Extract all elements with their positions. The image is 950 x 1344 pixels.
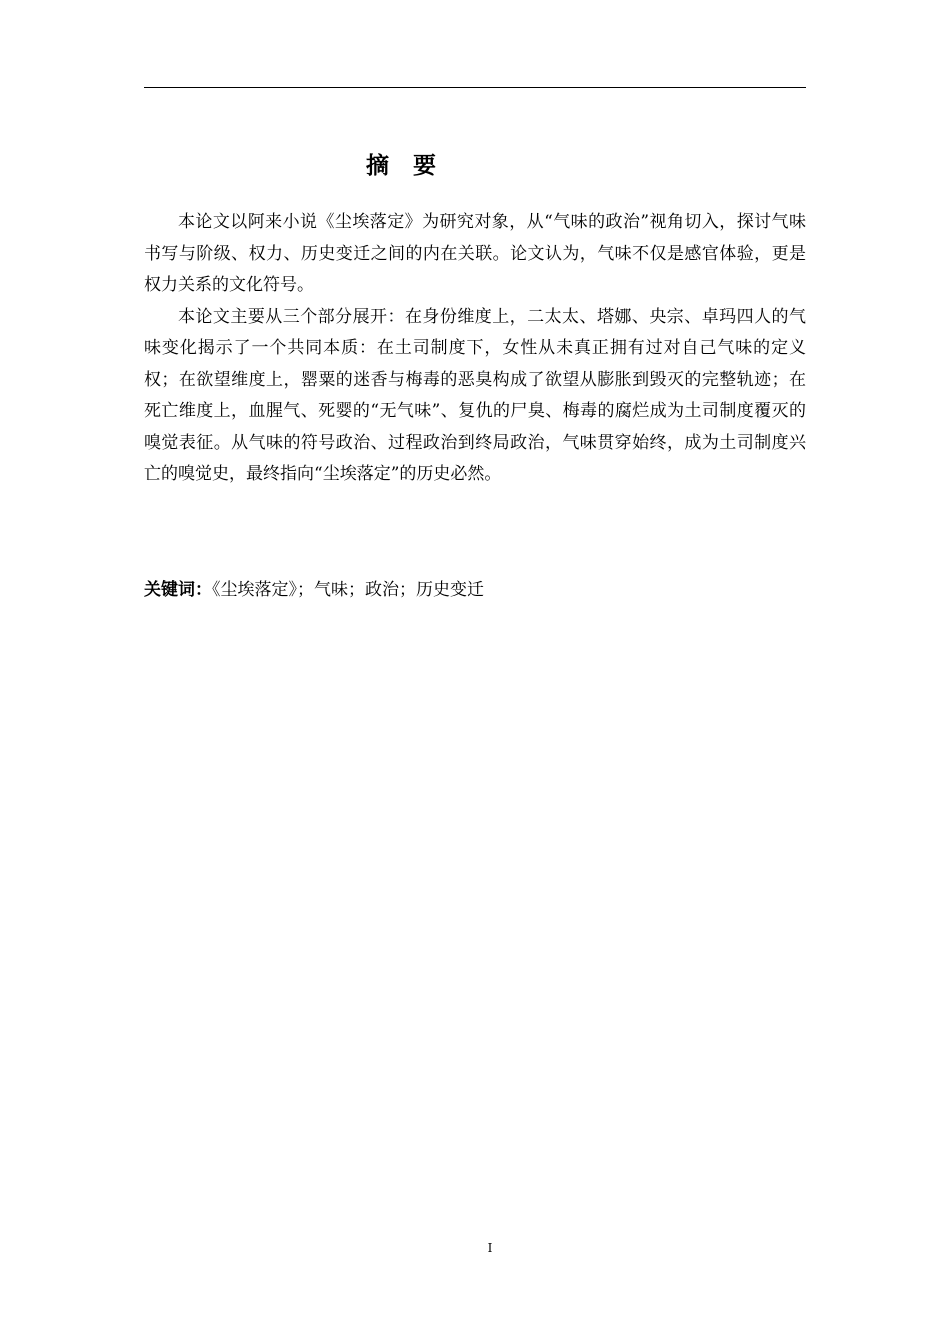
abstract-title: 摘要 xyxy=(366,153,460,179)
keywords-line xyxy=(144,576,806,604)
abstract-paragraph-1: 本论文以阿来小说《尘埃落定》为研究对象，从“气味的政治”视角切入，探讨气味书写与阶级、权力、历史变迁之间的内在关联。论文认为，气味不仅是感官体验，更是权力关系的文化符号。 xyxy=(144,212,806,295)
page-number: I xyxy=(487,1241,493,1255)
abstract-body xyxy=(144,207,806,491)
keywords-value: 《尘埃落定》；气味；政治；历史变迁 xyxy=(212,580,484,600)
abstract-paragraph-2: 本论文主要从三个部分展开：在身份维度上，二太太、塔娜、央宗、卓玛四人的气味变化揭示了一个共同本质：在土司制度下，女性从未真正拥有过对自己气味的定义权；在欲望维度上，罂粟的迷香与梅毒的恶臭构成了欲望从膨胀到毁灭的完整轨迹；在死亡维度上，血腥气、死婴的“无气味”、复仇的尸臭、梅毒的腐烂成为土司制度覆灭的嗅觉表征。从气味的符号政治、过程政治到终局政治，气味贯穿始终，成为土司制度兴亡的嗅觉史，最终指向“尘埃落定”的历史必然。 xyxy=(144,306,806,484)
header-rule xyxy=(144,87,806,88)
keywords-label: 关键词： xyxy=(144,580,212,600)
